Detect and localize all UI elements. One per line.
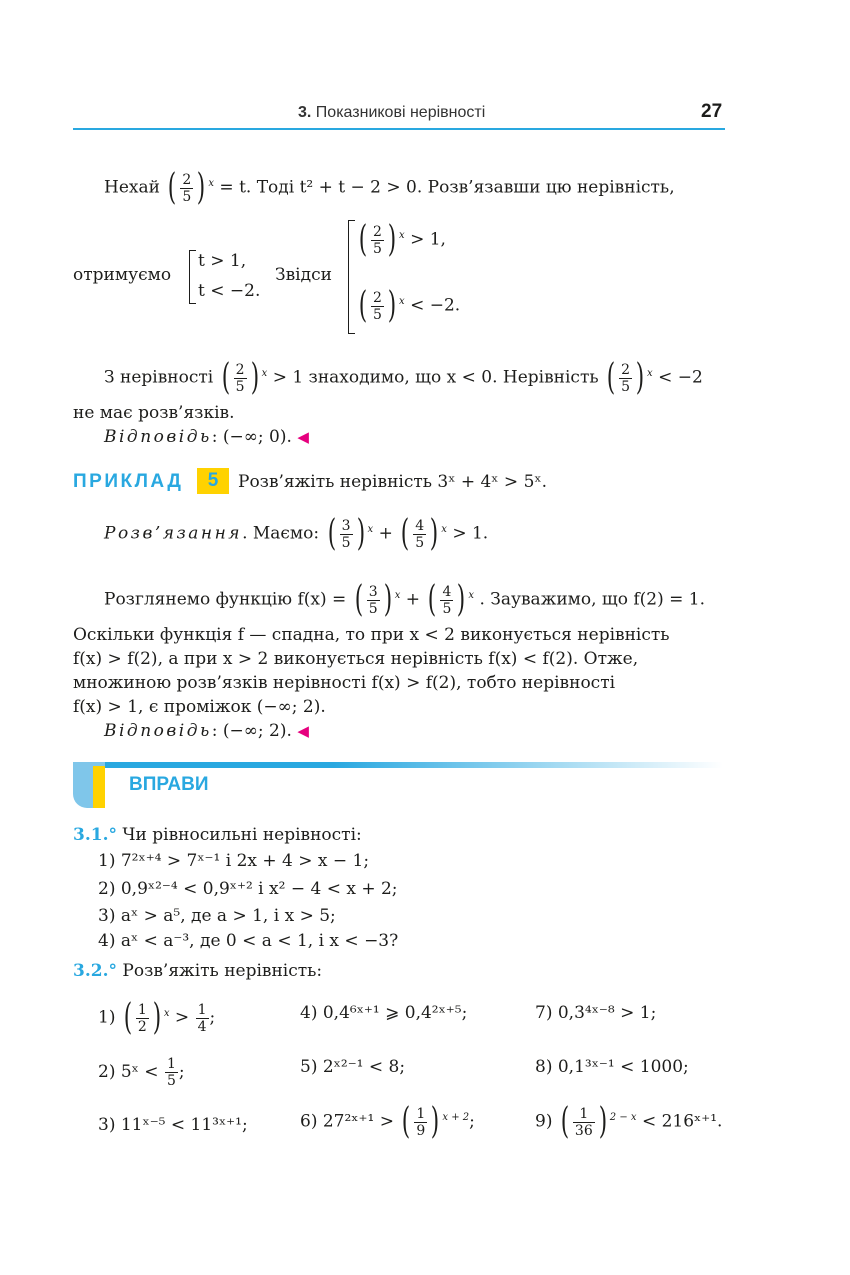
chapter-title: 3. Показникові нерівності bbox=[298, 104, 486, 121]
paragraph-line: множиною розв’язків нерівності f(x) > f(2), тобто нерівності bbox=[73, 673, 616, 693]
end-marker-icon: ◀ bbox=[297, 722, 309, 740]
page-header bbox=[0, 100, 850, 132]
end-marker-icon: ◀ bbox=[297, 428, 309, 446]
list-item: 5) 2ˣ²⁻¹ < 8; bbox=[300, 1057, 406, 1077]
example-number: 5 bbox=[197, 468, 229, 494]
answer-2: Відповідь: (−∞; 2). ◀ bbox=[104, 721, 309, 741]
function-definition: Розглянемо функцію f(x) = ( $\frac{3}{5}$ ) $^x$ + ( $\frac{4}{5}$ ) $^x$ . Зауважимо, що f(2) = 1. bbox=[104, 579, 706, 620]
paragraph-system-label: отримуємо bbox=[73, 265, 172, 285]
paragraph-substitution: Нехай ( $\frac{2}{5}$ ) $^x$ = t. Тоді t² + t − 2 > 0. Розв’язавши цю нерівність, bbox=[104, 167, 675, 208]
exercise-3-2: 3.2.° Розв’яжіть нерівність: bbox=[73, 961, 323, 981]
list-item: 6) 27²ˣ⁺¹ > ( $\frac{1}{9}$ ) $^{x + 2}$; bbox=[300, 1101, 475, 1142]
page-number: 27 bbox=[701, 101, 723, 122]
list-item: 2) 0,9ˣ²⁻⁴ < 0,9ˣ⁺² і x² − 4 < x + 2; bbox=[98, 879, 398, 899]
list-item: 1) 7²ˣ⁺⁴ > 7ˣ⁻¹ і 2x + 4 > x − 1; bbox=[98, 851, 370, 871]
example-label: ПРИКЛАД bbox=[73, 471, 184, 492]
paragraph-no-solutions: не має розв’язків. bbox=[73, 403, 235, 423]
list-item: 8) 0,1³ˣ⁻¹ < 1000; bbox=[535, 1057, 689, 1077]
list-item: 3) 11ˣ⁻⁵ < 11³ˣ⁺¹; bbox=[98, 1115, 248, 1135]
list-item: 7) 0,3⁴ˣ⁻⁸ > 1; bbox=[535, 1003, 657, 1023]
header-rule bbox=[73, 128, 725, 130]
list-item: 1) ( $\frac{1}{2}$ ) $^x$ > $\frac{1}{4}$ ; bbox=[98, 997, 216, 1038]
paragraph-conclusion: З нерівності ( $\frac{2}{5}$ ) $^x$ > 1 знаходимо, що x < 0. Нерівність ( $\frac{2}{5}$ ) $^x$ < −2 bbox=[104, 357, 703, 398]
system-bracket-2 bbox=[348, 220, 355, 334]
list-item: 3) aˣ > a⁵, де a > 1, і x > 5; bbox=[98, 906, 336, 926]
fraction: $\frac{2}{5}$ bbox=[182, 171, 192, 205]
paragraph-line: Оскільки функція f — спадна, то при x < 2 виконується нерівність bbox=[73, 625, 670, 645]
system2-line-1: ( $\frac{2}{5}$ ) $^x$ > 1, bbox=[358, 219, 446, 260]
list-item: 4) aˣ < a⁻³, де 0 < a < 1, і x < −3? bbox=[98, 931, 399, 951]
solution-line: Розв’язання. Маємо: ( $\frac{3}{5}$ ) $^x$ + ( $\frac{4}{5}$ ) $^x$ > 1. bbox=[104, 513, 489, 554]
example-text: Розв’яжіть нерівність 3ˣ + 4ˣ > 5ˣ. bbox=[238, 472, 547, 492]
paragraph-line: f(x) > 1, є проміжок (−∞; 2). bbox=[73, 697, 326, 717]
exercises-section-header bbox=[73, 762, 773, 810]
list-item: 2) 5ˣ < $\frac{1}{5}$ ; bbox=[98, 1056, 185, 1089]
exercise-3-1: 3.1.° Чи рівносильні нерівності: bbox=[73, 825, 362, 845]
answer-1: Відповідь: (−∞; 0). ◀ bbox=[104, 427, 309, 447]
system-line-1: t > 1, bbox=[198, 251, 247, 271]
list-item: 9) ( $\frac{1}{36}$ ) $^{2 - x}$ < 216ˣ⁺¹. bbox=[535, 1101, 723, 1142]
list-item: 4) 0,4⁶ˣ⁺¹ ⩾ 0,4²ˣ⁺⁵; bbox=[300, 1003, 468, 1023]
section-bar bbox=[73, 762, 723, 768]
section-tab-accent bbox=[93, 766, 105, 808]
system2-line-2: ( $\frac{2}{5}$ ) $^x$ < −2. bbox=[358, 285, 461, 326]
paragraph-line: f(x) > f(2), а при x > 2 виконується нерівність f(x) < f(2). Отже, bbox=[73, 649, 639, 669]
label-zvidsy: Звідси bbox=[275, 265, 332, 285]
section-title: ВПРАВИ bbox=[129, 774, 209, 795]
system-line-2: t < −2. bbox=[198, 281, 261, 301]
system-bracket bbox=[189, 250, 196, 304]
